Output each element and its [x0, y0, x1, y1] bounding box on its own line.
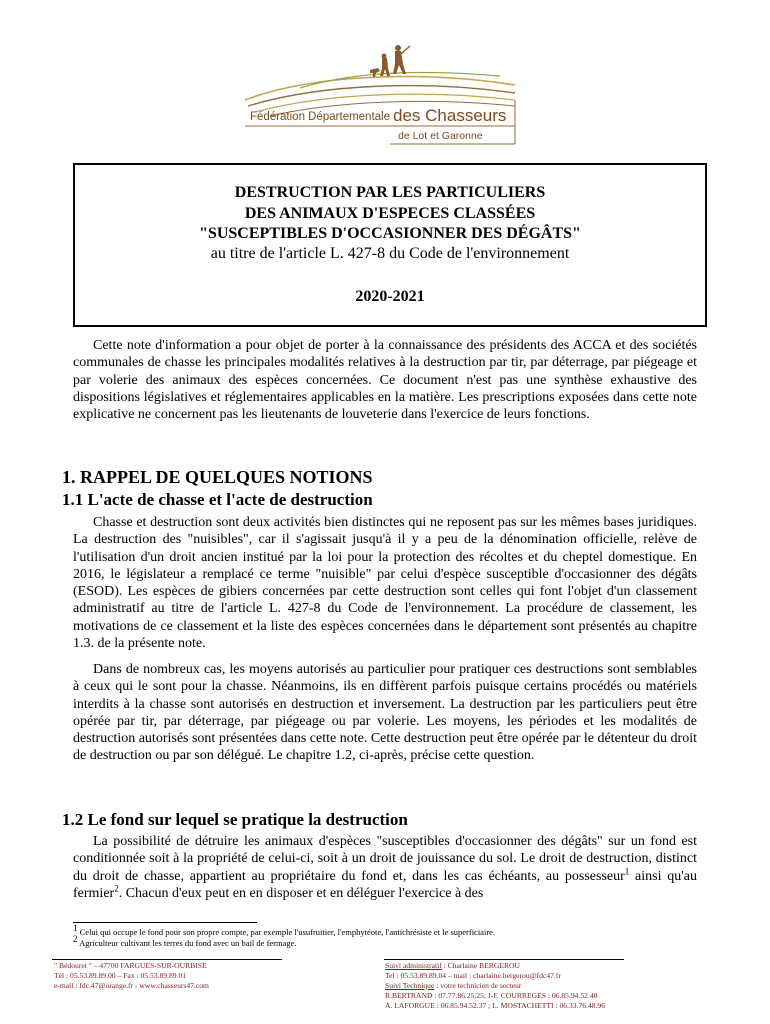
federation-logo — [240, 40, 520, 146]
footer-admin-contact[interactable]: Tel : 05.53.89.89.04 – mail : charlaine.bergerou@fdc47.fr — [385, 971, 561, 980]
footnote-ref-1[interactable]: 1 — [624, 865, 630, 876]
intro-paragraph: Cette note d'information a pour objet de porter à la connaissance des présidents des ACCA et des sociétés communales de chasse les principales modalités relatives à la destruction par tir, par déterrage, par piégeage et par volerie des animaux des espèces concernées. Ce document n'est pas une synthèse exhaustive des dispositions législatives et réglementaires applicables en la matière. Les prescriptions exposées dans cette note explicative ne concernent pas les lieutenants de louveterie dans l'exercice de leurs fonctions. — [73, 338, 697, 423]
section-1-heading: 1. RAPPEL DE QUELQUES NOTIONS — [62, 467, 373, 487]
footer-tech-line-2: A. LAFORGUE : 06.85.94.52.37 ; L. MOSTACHETTI : 06.33.76.48.96 — [385, 1001, 606, 1010]
footnote-2: $^2$ Agriculteur cultivant les terres du fond avec un bail de fermage. — [73, 934, 297, 948]
footer-tech: Suivi Technique : votre technicien de secteur — [385, 981, 522, 990]
footnote-1: $^1$ Celui qui occupe le fond pour son propre compte, par exemple l'usufruitier, l'emphytéote, l'antichrésiste et le superficiaire. — [73, 923, 496, 937]
logo-org-large: des Chasseurs — [393, 106, 507, 125]
footer-email-web[interactable]: e-mail : fdc.47@orange.fr - www.chasseurs47.com — [54, 981, 209, 990]
footer-phone-fax: Tél : 05.53.89.89.00 – Fax : 05.53.89.89.01 — [54, 971, 187, 980]
logo-org-small: Fédération Départementale — [250, 111, 390, 123]
footer-divider-left — [52, 959, 282, 960]
section-1-1-paragraph-1: Chasse et destruction sont deux activités bien distinctes qui ne reposent pas sur les mêmes bases juridiques. La destruction des "nuisibles", car il s'agissait jusqu'à il y a peu de la dénomination officielle, relève de l'utilisation d'un droit ancien institué par la loi pour la protection des récoltes et du cheptel domestique. En 2016, le législateur a remplacé ce terme "nuisible" par celui d'espèce susceptible d'occasionner des dégâts (ESOD). Les espèces de gibiers concernées par cette destruction sont celles qui font l'objet d'un classement administratif au titre de l'article L. 427-8 du Code de l'environnement. La procédure de classement, les motivations de ce classement et la liste des espèces concernées dans le département sont présentés au chapitre 1.3. de la présente note. — [73, 515, 697, 652]
section-1-1-heading: 1.1 L'acte de chasse et l'acte de destruction — [62, 490, 373, 509]
footer-divider-right — [384, 959, 624, 960]
section-1-2-paragraph-1: La possibilité de détruire les animaux d'espèces "susceptibles d'occasionner des dégâts" sur un fond est conditionnée soit à la propriété de celui-ci, soit à un droit de jouissance du sol. Le droit de destruction, distinct du droit de chasse, appartient au propriétaire du fond et, dans les cas échéants, au possesseur$^1$ ainsi qu'au fermier$^2$. Chacun d'eux peut en en disposer et en déléguer l'exercice à des — [73, 834, 697, 901]
section-1-1-paragraph-2: Dans de nombreux cas, les moyens autorisés au particulier pour pratiquer ces destructions sont semblables à ceux qui le sont pour la chasse. Néanmoins, ils en diffèrent parfois puisque certains procédés ou matériels interdits à la chasse sont autorisés en destruction et inversement. La destruction par les particuliers peut être opérée par tir, par déterrage, par piégeage ou par volerie. Les moyens, les périodes et les modalités de destruction autorisés sont présentées dans cette note. Cette destruction peut être opérée par le détenteur du droit de destruction ou par son délégué. Le chapitre 1.2, ci-après, précise cette question. — [73, 662, 697, 764]
footer-admin: Suivi administratif : Charlaine BERGEROU — [385, 961, 520, 970]
logo-region: de Lot et Garonne — [398, 130, 483, 142]
title-line-3: "SUSCEPTIBLES D'OCCASIONNER DES DÉGÂTS" — [199, 225, 581, 242]
title-line-1: DESTRUCTION PAR LES PARTICULIERS — [234, 184, 546, 201]
section-1-2-heading: 1.2 Le fond sur lequel se pratique la destruction — [62, 810, 408, 829]
footer-tech-line-1: R.BERTRAND : 07.77.86.25.25; J-F. COURREGES : 06.85.94.52.40 — [385, 991, 598, 1000]
title-line-2: DES ANIMAUX D'ESPECES CLASSÉES — [244, 205, 536, 222]
title-line-4: au titre de l'article L. 427-8 du Code de l'environnement — [210, 245, 570, 262]
hunters-emblem-icon — [240, 40, 520, 146]
footnote-divider — [73, 922, 257, 923]
title-year: 2020-2021 — [355, 288, 425, 305]
footer-address: " Bédouret " – 47700 FARGUES-SUR-OURBISE — [54, 961, 207, 970]
title-box — [73, 163, 707, 327]
footnote-ref-2[interactable]: 2 — [114, 883, 119, 894]
